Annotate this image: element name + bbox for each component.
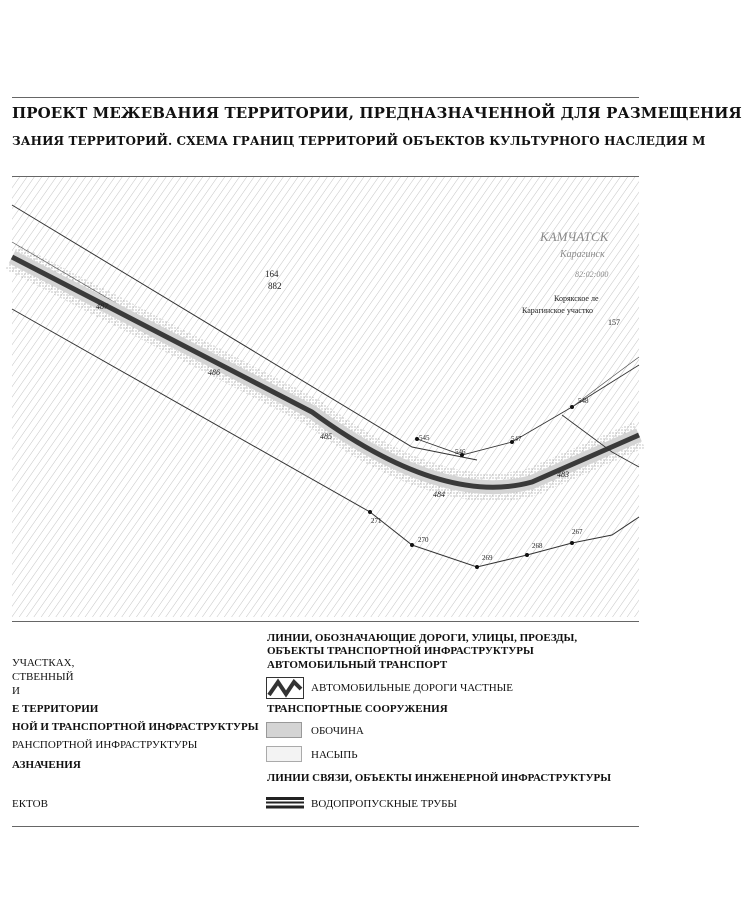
legend-left-text: УЧАСТКАХ,: [12, 657, 75, 669]
boundary-point-label: 270: [418, 536, 429, 544]
legend-subheading: ТРАНСПОРТНЫЕ СООРУЖЕНИЯ: [267, 703, 448, 715]
forestry-subdivision-label: Карагинское участко: [522, 306, 593, 315]
boundary-point: [570, 405, 574, 409]
legend-left-heading: Е ТЕРРИТОРИИ: [12, 703, 99, 715]
legend-item-label: НАСЫПЬ: [311, 749, 358, 761]
legend-left-text: И: [12, 685, 20, 697]
district-label: Карагинск: [560, 249, 605, 260]
parcel-area: 882: [268, 281, 282, 291]
legend-heading: ЛИНИИ СВЯЗИ, ОБЪЕКТЫ ИНЖЕНЕРНОЙ ИНФРАСТРУКТУРЫ: [267, 772, 612, 784]
forestry-number: 157: [608, 318, 620, 327]
boundary-point-label: 271: [371, 517, 382, 525]
road-point-label: 485: [320, 432, 332, 441]
road-point-label: 487: [96, 302, 108, 311]
legend-left-text: ЕКТОВ: [12, 798, 48, 810]
region-label: КАМЧАТСК: [540, 229, 609, 244]
boundary-point-label: 269: [482, 554, 493, 562]
boundary-point-label: 267: [572, 528, 583, 536]
boundary-point: [475, 565, 479, 569]
boundary-point: [368, 510, 372, 514]
legend-top-rule: [12, 621, 639, 622]
top-frame-rule: [12, 97, 639, 98]
road-point-label: 484: [433, 490, 445, 499]
boundary-point-label: 546: [455, 448, 466, 456]
legend-left-heading: АЗНАЧЕНИЯ: [12, 759, 81, 771]
road-point-label: 486: [208, 368, 220, 377]
culvert-swatch-icon: [266, 796, 304, 810]
cadastral-quarter-label: 82:02:000: [575, 270, 609, 279]
boundary-point-label: 268: [532, 542, 543, 550]
boundary-point-label: 547: [511, 435, 522, 443]
cadastral-map: [12, 177, 639, 617]
parcel-number: 164: [265, 269, 279, 279]
boundary-point: [525, 553, 529, 557]
bottom-frame-rule: [12, 826, 639, 827]
embankment-swatch-icon: [266, 746, 302, 762]
legend-left-text: СТВЕННЫЙ: [12, 671, 74, 683]
legend-item-label: АВТОМОБИЛЬНЫЕ ДОРОГИ ЧАСТНЫЕ: [311, 682, 513, 694]
page-title: ПРОЕКТ МЕЖЕВАНИЯ ТЕРРИТОРИИ, ПРЕДНАЗНАЧЕННОЙ ДЛЯ РАЗМЕЩЕНИЯ: [12, 104, 742, 122]
boundary-point-label: 545: [419, 434, 430, 442]
legend-item-label: ОБОЧИНА: [311, 725, 364, 737]
legend-subheading: АВТОМОБИЛЬНЫЙ ТРАНСПОРТ: [267, 659, 448, 671]
road-point-label: 483: [557, 470, 569, 479]
forestry-label: Корякское ле: [554, 294, 599, 303]
boundary-point-label: 548: [578, 397, 589, 405]
legend-left-heading: НОЙ И ТРАНСПОРТНОЙ ИНФРАСТРУКТУРЫ: [12, 721, 259, 733]
legend-heading: ОБЪЕКТЫ ТРАНСПОРТНОЙ ИНФРАСТРУКТУРЫ: [267, 645, 534, 657]
page-subtitle: ЗАНИЯ ТЕРРИТОРИЙ. СХЕМА ГРАНИЦ ТЕРРИТОРИЙ ОБЪЕКТОВ КУЛЬТУРНОГО НАСЛЕДИЯ М: [12, 134, 706, 148]
boundary-point: [570, 541, 574, 545]
shoulder-swatch-icon: [266, 722, 302, 738]
legend-heading: ЛИНИИ, ОБОЗНАЧАЮЩИЕ ДОРОГИ, УЛИЦЫ, ПРОЕЗДЫ,: [267, 632, 578, 644]
private-road-swatch-icon: [266, 677, 304, 699]
boundary-point: [410, 543, 414, 547]
legend-left-text: РАНСПОРТНОЙ ИНФРАСТРУКТУРЫ: [12, 739, 198, 751]
legend-item-label: ВОДОПРОПУСКНЫЕ ТРУБЫ: [311, 798, 457, 810]
